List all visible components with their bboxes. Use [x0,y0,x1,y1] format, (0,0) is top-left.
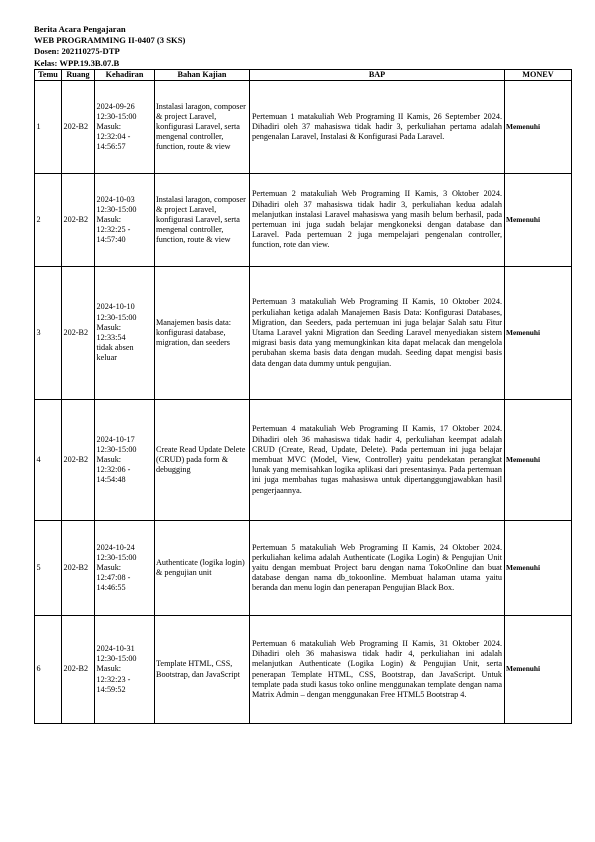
cell-bahan-kajian: Instalasi laragon, composer & project Laravel, konfigurasi Laravel, serta mengenal controller, function, route & view [155,174,250,267]
kehadiran-line: keluar [96,353,117,363]
cell-kehadiran [95,400,155,521]
cell-temu: 4 [35,400,62,521]
cell-bahan-kajian: Create Read Update Delete (CRUD) pada form & debugging [155,400,250,521]
table-row [35,174,572,267]
cell-bap: Pertemuan 4 matakuliah Web Programing II Kamis, 17 Oktober 2024. Dihadiri oleh 36 mahasiswa tidak hadir 4, perkuliahan keempat adalah CRUD (Create, Read, Update, Delete). Pada pertemuan ini juga belajar membuat MVC (Model, View, Controller) yaitu pendekatan perangkat lunak yang memisahkan logika aplikasi dari presentasinya. Pada pertemuan ini juga membahas tugas mahasiswa untuk dipertanggungjawabkan hasil pengerjaannya. [250,400,505,521]
cell-temu: 5 [35,521,62,616]
kehadiran-line: Masuk: [96,664,122,674]
kehadiran-line: 12:47:08 - [96,573,131,583]
cell-bap: Pertemuan 1 matakuliah Web Programing II Kamis, 26 September 2024. Dihadiri oleh 37 mahasiswa tidak hadir 3, perkuliahan pertama adalah pengenalan Laravel, Instalasi & Konfigurasi Pada Laravel. [250,81,505,174]
cell-temu: 3 [35,267,62,400]
kehadiran-line: 2024-10-24 [96,542,135,552]
column-header-monev: MONEV [505,69,572,80]
cell-bahan-kajian: Authenticate (logika login) & pengujian unit [155,521,250,616]
cell-bahan-kajian: Template HTML, CSS, Bootstrap, dan JavaScript [155,616,250,724]
cell-monev: Memenuhi [505,267,572,400]
cell-monev: Memenuhi [505,616,572,724]
column-header-bahan-kajian: Bahan Kajian [155,69,250,80]
cell-bap: Pertemuan 2 matakuliah Web Programing II Kamis, 3 Oktober 2024. Dihadiri oleh 37 mahasiswa tidak hadir 3, perkuliahan kedua adalah melanjutkan instalasi Laravel mahasiswa yang masih belum berhasil, pada pertemuan ini juga sudah belajar mengkoneksi dengan database dan Laravel. Pada pertemuan 2 juga mempelajari pengenalan controller, function, rote dan view. [250,174,505,267]
kehadiran-line: 12:32:04 - [96,132,131,142]
table-row [35,616,572,724]
column-header-kehadiran: Kehadiran [95,69,155,80]
kehadiran-line: 2024-10-10 [96,302,135,312]
table-row [35,400,572,521]
kehadiran-line: 12:30-15:00 [96,204,137,214]
kehadiran-line: Masuk: [96,454,122,464]
cell-bap: Pertemuan 5 matakuliah Web Programing II Kamis, 24 Oktober 2024. perkuliahan kelima adalah Authenticate (Logika Login) & Pengujian Unit yaitu dengan membuat Project baru dengan nama TokoOnline dan buat database dengan nama db_tokoonline. Membuat halaman utama yaitu beranda dan menu login dan penerapan Pengujian Black Box. [250,521,505,616]
cell-temu: 6 [35,616,62,724]
cell-ruang: 202-B2 [62,267,95,400]
kehadiran-line: 14:59:52 [96,684,126,694]
column-header-temu: Temu [35,69,62,80]
cell-bap: Pertemuan 3 matakuliah Web Programing II Kamis, 10 Oktober 2024. perkuliahan ketiga adalah Manajemen Basis Data: Konfigurasi Databases, Migration, dan Seeders, pada pertemuan ini juga belajar Salah satu Fitur Utama Laravel yakni Migration dan Seeding Laravel menyediakan sistem migrasi basis data yang memungkinkan kita dapat melacak dan mengelola perubahan skema basis data dengan mudah. Seeding dapat mengisi basis data dengan data dummy untuk pengujian. [250,267,505,400]
cell-ruang: 202-B2 [62,521,95,616]
cell-ruang: 202-B2 [62,174,95,267]
kehadiran-line: Masuk: [96,214,122,224]
kehadiran-line: 12:30-15:00 [96,312,137,322]
cell-monev: Memenuhi [505,81,572,174]
kehadiran-line: 2024-10-17 [96,434,135,444]
bap-table [34,69,572,724]
kehadiran-line: 14:54:48 [96,475,126,485]
kehadiran-line: 12:30-15:00 [96,552,137,562]
table-row [35,81,572,174]
cell-kehadiran [95,616,155,724]
table-row [35,267,572,400]
kehadiran-line: 12:30-15:00 [96,111,137,121]
cell-kehadiran [95,267,155,400]
column-header-bap: BAP [250,69,505,80]
kehadiran-line: 12:33:54 [96,333,126,343]
kehadiran-line: 2024-10-31 [96,644,135,653]
class-id: Kelas: WPP.19.3B.07.B [34,57,120,68]
lecturer-id: Dosen: 202110275-DTP [34,46,120,57]
kehadiran-line: 14:46:55 [96,583,126,593]
cell-kehadiran [95,521,155,616]
document-page [34,24,571,724]
kehadiran-line: 12:30-15:00 [96,654,137,664]
kehadiran-line: 12:32:23 - [96,674,131,684]
kehadiran-line: Masuk: [96,121,122,131]
cell-ruang: 202-B2 [62,400,95,521]
cell-temu: 2 [35,174,62,267]
kehadiran-line: 12:32:06 - [96,465,131,475]
cell-monev: Memenuhi [505,174,572,267]
document-title: Berita Acara Pengajaran [34,24,126,34]
kehadiran-line: Masuk: [96,322,122,332]
cell-monev: Memenuhi [505,521,572,616]
kehadiran-line: 12:30-15:00 [96,444,137,454]
kehadiran-line: 12:32:25 - [96,225,131,235]
kehadiran-line: 14:56:57 [96,142,126,152]
cell-kehadiran [95,81,155,174]
cell-bahan-kajian: Instalasi laragon, composer & project Laravel, konfigurasi Laravel, serta mengenal controller, function, route & view [155,81,250,174]
table-row [35,521,572,616]
course-name: WEB PROGRAMMING II-0407 (3 SKS) [34,35,186,46]
kehadiran-line: 2024-10-03 [96,194,135,204]
cell-kehadiran [95,174,155,267]
column-header-ruang: Ruang [62,69,95,80]
cell-monev: Memenuhi [505,400,572,521]
cell-bap: Pertemuan 6 matakuliah Web Programing II Kamis, 31 Oktober 2024. Dihadiri oleh 36 mahasiswa tidak hadir 4, perkuliahan ini adalah melanjutkan Authenticate (Logika Login) & Pengujian Unit, serta penerapan Template HTML, CSS, Bootstrap, dan JavaScript. Untuk template pada studi kasus toko online menggunakan template dengan nama Matrix Admin – dengan menggunakan Free HTML5 Bootstrap 4. [250,616,505,724]
kehadiran-line: Masuk: [96,562,122,572]
kehadiran-line: tidak absen [96,343,134,353]
kehadiran-line: 14:57:40 [96,235,126,245]
cell-temu: 1 [35,81,62,174]
cell-bahan-kajian: Manajemen basis data: konfigurasi database, migration, dan seeders [155,267,250,400]
kehadiran-line: 2024-09-26 [96,101,135,111]
cell-ruang: 202-B2 [62,616,95,724]
table-header-row [35,69,572,80]
cell-ruang: 202-B2 [62,81,95,174]
